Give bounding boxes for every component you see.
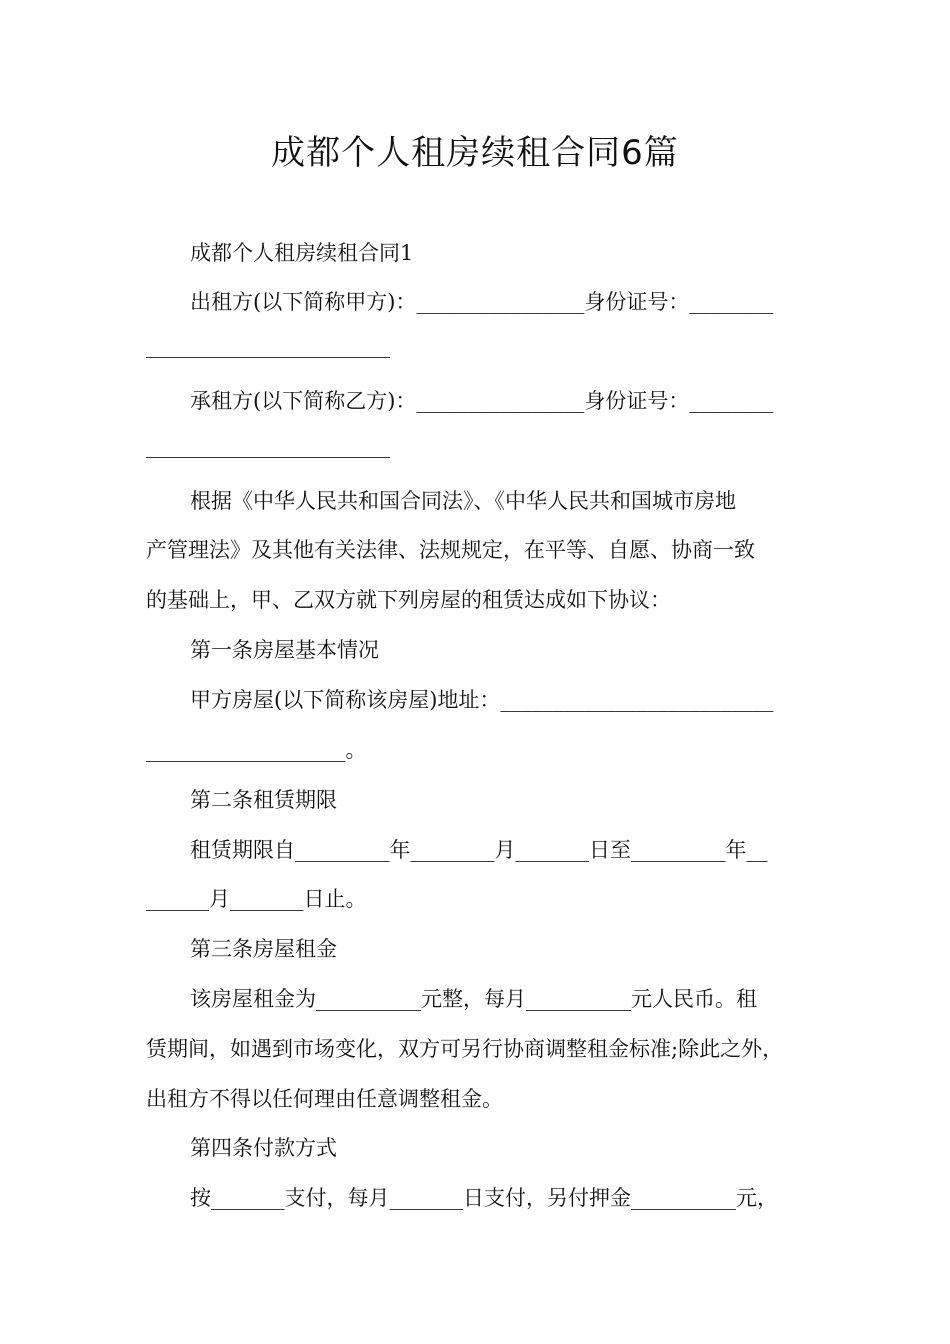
lease-term-line: 租赁期限自_________年________月_______日至_________年__	[190, 838, 768, 862]
contract-subtitle: 成都个人租房续租合同1	[190, 241, 414, 265]
document-title: 成都个人租房续租合同6篇	[271, 133, 679, 173]
lessee-id-blank-continued	[146, 457, 390, 458]
lessor-id-blank-continued	[146, 357, 390, 358]
house-address-line-continued: ___________________。	[146, 738, 367, 762]
article-2-heading: 第二条租赁期限	[190, 788, 337, 812]
payment-method-line: 按_______支付，每月_______日支付，另付押金__________元，	[190, 1186, 778, 1210]
preamble-line-1: 根据《中华人民共和国合同法》、《中华人民共和国城市房地	[190, 489, 736, 513]
rent-line-1: 该房屋租金为__________元整，每月__________元人民币。租	[190, 987, 757, 1011]
article-1-heading: 第一条房屋基本情况	[190, 638, 379, 662]
preamble-line-3: 的基础上，甲、乙双方就下列房屋的租赁达成如下协议：	[146, 588, 671, 612]
rent-line-2: 赁期间，如遇到市场变化，双方可另行协商调整租金标准;除此之外，	[146, 1037, 784, 1061]
preamble-line-2: 产管理法》及其他有关法律、法规规定，在平等、自愿、协商一致	[146, 538, 755, 562]
article-3-heading: 第三条房屋租金	[190, 937, 337, 961]
house-address-line: 甲方房屋(以下简称该房屋)地址：__________________________	[190, 688, 774, 712]
rent-line-3: 出租方不得以任何理由任意调整租金。	[146, 1087, 503, 1111]
lease-term-line-continued: ______月_______日止。	[146, 887, 367, 911]
article-4-heading: 第四条付款方式	[190, 1136, 337, 1160]
lessee-line: 承租方(以下简称乙方)：________________身份证号：________	[190, 389, 774, 413]
lessor-line: 出租方(以下简称甲方)：________________身份证号：________	[190, 290, 774, 314]
